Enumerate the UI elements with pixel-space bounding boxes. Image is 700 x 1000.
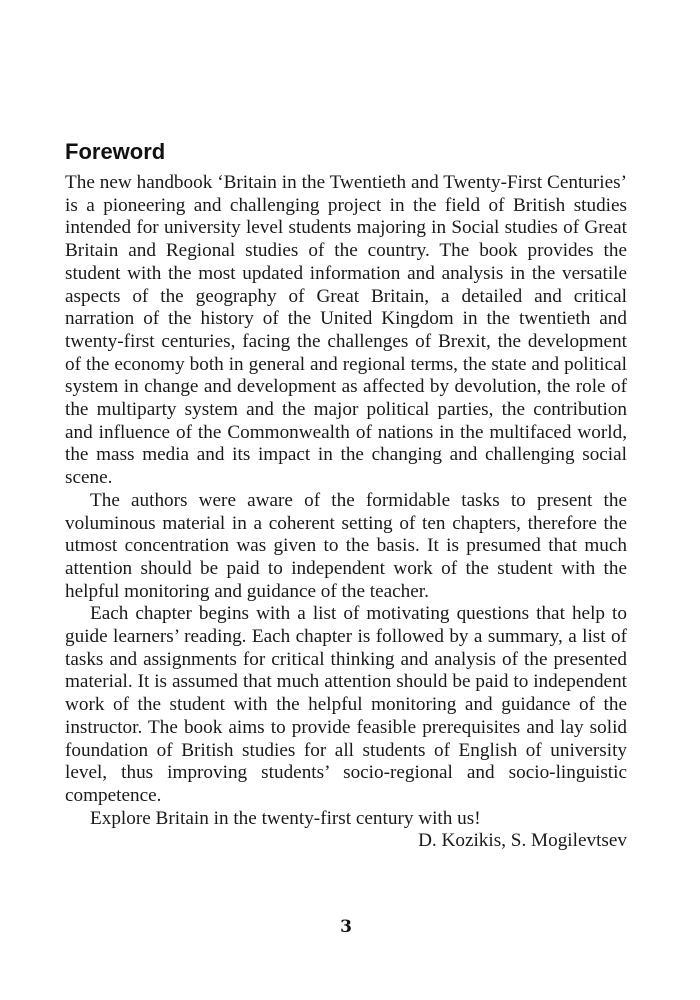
paragraph-authors-awareness: The authors were aware of the formidable tasks to present the voluminous material in a coherent setting of ten chapters, therefore the utmost concentration was given to the basis. It is presumed that much attention should be paid to independent work of the student with the helpful monitoring and guidance of the teacher. [65,489,627,602]
paragraph-closing-invitation: Explore Britain in the twenty-first century with us! [90,807,481,829]
paragraph-chapter-structure: Each chapter begins with a list of motivating questions that help to guide learners’ reading. Each chapter is followed by a summary, a list of tasks and assignments for critical thinking and analysis of the presented material. It is assumed that much attention should be paid to independent work of the student with the helpful monitoring and guidance of the instructor. The book aims to provide feasible prerequisites and lay solid foundation of British studies for all students of English of university level, thus improving students’ socio-regional and socio-linguistic competence. [65,603,627,806]
book-page [65,0,627,1000]
foreword-body [65,172,627,853]
paragraph-intro: The new handbook ‘Britain in the Twentieth and Twenty-First Centuries’ is a pioneering and challenging project in the field of British studies intended for university level students majoring in Social studies of Great Britain and Regional studies of the country. The book provides the student with the most updated information and analysis in the versatile aspects of the geography of Great Britain, a detailed and critical narration of the history of the United Kingdom in the twentieth and twenty-first centuries, facing the challenges of Brexit, the development of the economy both in general and regional terms, the state and political system in change and development as affected by devolution, the role of the multiparty system and the major political parties, the contribution and influence of the Commonwealth of nations in the multifaced world, the mass media and its impact in the changing and challenging social scene. [65,172,627,489]
section-heading: Foreword [65,139,166,164]
page-number: 3 [340,917,352,937]
author-signature: D. Kozikis, S. Mogilevtsev [418,830,627,852]
